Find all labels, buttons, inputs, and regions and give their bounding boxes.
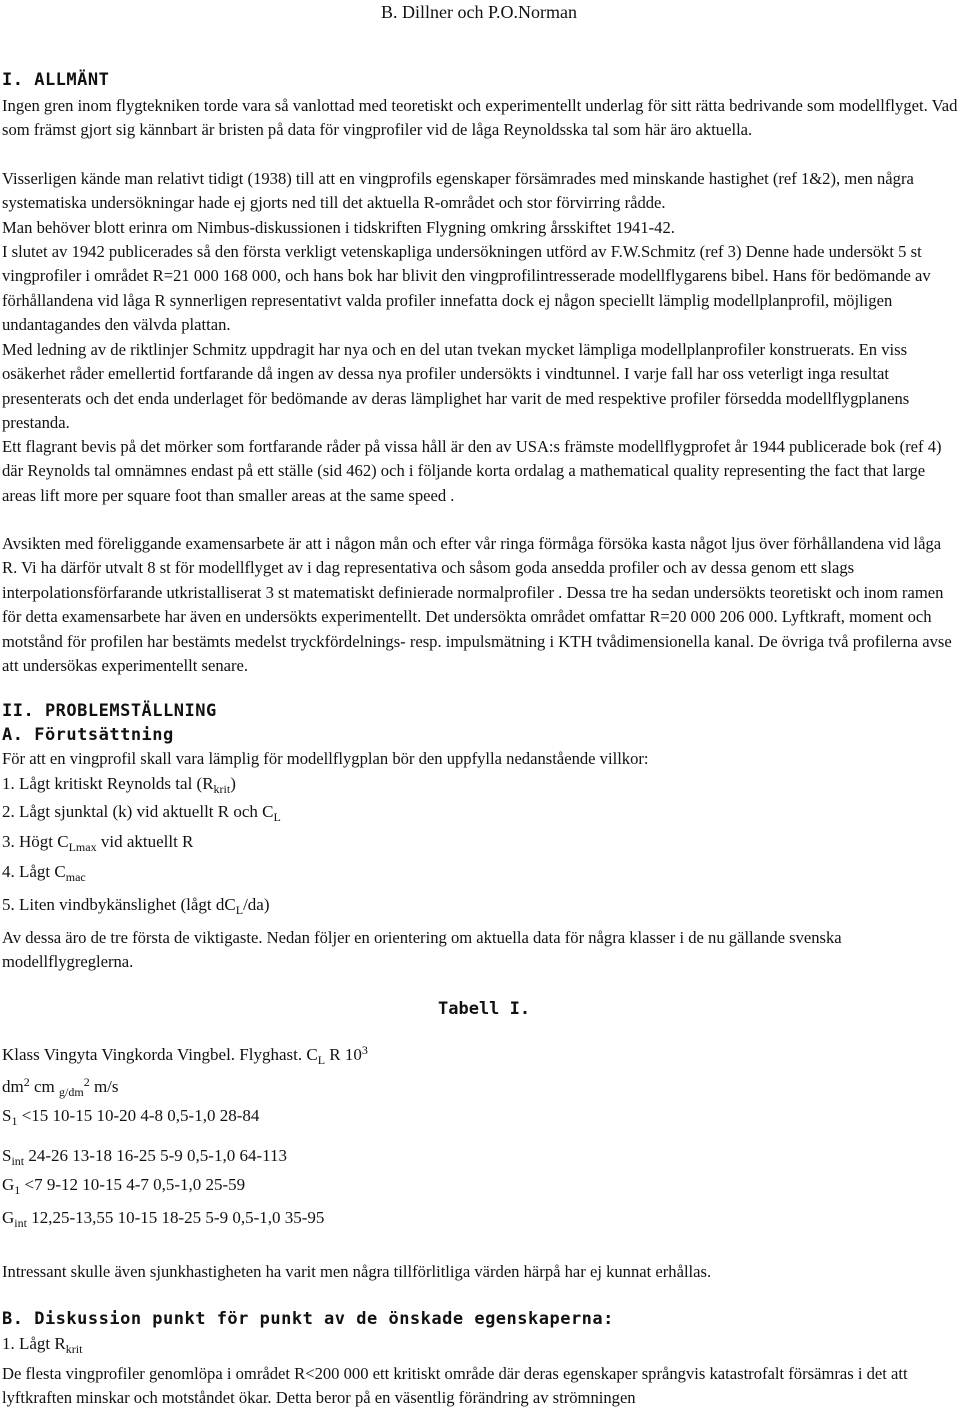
condition-4: 4. Lågt $C_{mac}$ — [2, 862, 86, 884]
condition-2: 2. Lågt sjunktal (k) vid aktuellt R och $C_L$ — [2, 802, 281, 824]
table-row: $G_1 <7$ 9-12 10-15 4-7 0,5-1,0 25-59 — [2, 1175, 246, 1197]
subsection-heading-forutsattning: A. Förutsättning — [2, 725, 174, 745]
condition-1: 1. Lågt kritiskt Reynolds tal $(R_{krit})$ — [2, 774, 236, 796]
table-title: Tabell I. — [438, 999, 531, 1019]
paragraph-classes: Av dessa äro de tre första de viktigaste. Nedan följer en orientering om aktuella data för några klasser i de nu gällande svenska modellflygreglerna. — [2, 928, 842, 972]
subsection-heading-diskussion: B. Diskussion punkt för punkt av de önskade egenskaperna: — [2, 1309, 614, 1329]
table-header: Klass Vingyta Vingkorda Vingbel. Flyghast. $C_L$ R $10^3$ — [2, 1043, 368, 1067]
paragraph-usa-book: Ett flagrant bevis på det mörker som fortfarande råder på vissa håll är den av USA:s främste modellflygprofet år 1944 publicerade bok (ref 4) där Reynolds tal omnämnes endast på ett ställe (sid 462) och i följande korta ordalag a mathematical quality representing the fact that large areas lift more per square foot than smaller areas at the same speed . — [2, 437, 942, 505]
paragraph-nimbus: Man behöver blott erinra om Nimbus-diskussionen i tidskriften Flygning omkring årsskiftet 1941-42. — [2, 218, 675, 237]
paragraph-history: Visserligen kände man relativt tidigt (1938) till att en vingprofils egenskaper försämrades med minskande hastighet (ref 1&2), men några systematiska undersökningar hade ej gjorts ned till det aktuella R-området och stor förvirring rådde. — [2, 169, 914, 213]
table-units: $dm^2$ cm $_{g/dm}^2$ m/s — [2, 1075, 119, 1099]
table-row: $G_{int}$ 12,25-13,55 10-15 18-25 5-9 0,5-1,0 35-95 — [2, 1208, 325, 1230]
section-heading-problemstallning: II. PROBLEMSTÄLLNING — [2, 701, 217, 721]
paragraph-critical-range: De flesta vingprofiler genomlöpa i området R<200 000 ett kritiskt område där deras egenskaper språngvis katastrofalt försämras i det att lyftkraften minskar och motståndet ökar. Detta beror på en väsentlig förändring av strömningen — [2, 1364, 908, 1408]
table-row: $S_1 <15$ 10-15 10-20 4-8 0,5-1,0 28-84 — [2, 1106, 260, 1128]
running-head: B. Dillner och P.O.Norman — [381, 2, 577, 22]
discussion-point-1: 1. Lågt $R_{krit}$ — [2, 1334, 83, 1356]
paragraph-schmitz: I slutet av 1942 publicerades så den första verkligt vetenskapliga undersökningen utförd av F.W.Schmitz (ref 3) Denne hade undersökt 5 st vingprofiler i området R=21 000 168 000, och hans bok har blivit den vingprofilintresserade modellflygarens bibel. Hans för bedömande av förhållandena vid låga R synnerligen representativt valda profiler innefatta dock ej någon speciellt lämplig modellplanprofil, möjligen undantagandes den välvda plattan. — [2, 242, 931, 335]
paragraph-intro: Ingen gren inom flygtekniken torde vara så vanlottad med teoretiskt och experimentellt underlag för sitt rätta bedrivande som modellflyget. Vad som främst gjort sig kännbart är bristen på data för vingprofiler vid de låga Reynoldsska tal som här äro aktuella. — [2, 96, 958, 140]
paragraph-sink-rate: Intressant skulle även sjunkhastigheten ha varit men några tillförlitliga värden härpå har ej kunnat erhållas. — [2, 1262, 712, 1281]
section-heading-allmant: I. ALLMÄNT — [2, 70, 110, 90]
paragraph-conditions-intro: För att en vingprofil skall vara lämplig för modellflygplan bör den uppfylla nedanstående villkor: — [2, 749, 649, 768]
condition-5: 5. Liten vindbykänslighet (lågt $dC_L/da$) — [2, 895, 270, 917]
paragraph-aim: Avsikten med föreliggande examensarbete är att i någon mån och efter vår ringa förmåga försöka kasta något ljus över förhållandena vid låga R. Vi ha därför utvalt 8 st för modellflyget av i dag representativa och såsom goda ansedda profiler och av dessa genom ett slags interpolationsförfarande utkristalliserat 3 st matematiskt definierade normalprofiler . Dessa tre ha sedan undersökts teoretiskt och inom ramen för detta examensarbete har även en undersökts experimentellt. Det undersökta området omfattar R=20 000 206 000. Lyftkraft, moment och motstånd för profilen har bestämts medelst tryckfördelnings- resp. impulsmätning i KTH tvådimensionella kanal. De övriga två profilerna avse att undersökas experimentellt senare. — [2, 534, 952, 676]
table-row: $S_{int}$ 24-26 13-18 16-25 5-9 0,5-1,0 64-113 — [2, 1146, 287, 1168]
paragraph-new-profiles: Med ledning av de riktlinjer Schmitz uppdragit har nya och en del utan tvekan mycket lämpliga modellplanprofiler konstruerats. En viss osäkerhet råder emellertid fortfarande då ingen av dessa nya profiler undersökts i vindtunnel. I varje fall har oss veterligt inga resultat presenterats och det enda underlaget för bedömande av deras lämplighet har varit de med respektive profiler försedda modellflygplanens prestanda. — [2, 340, 910, 433]
condition-3: 3. Högt $C_{Lmax}$ vid aktuellt R — [2, 832, 194, 854]
